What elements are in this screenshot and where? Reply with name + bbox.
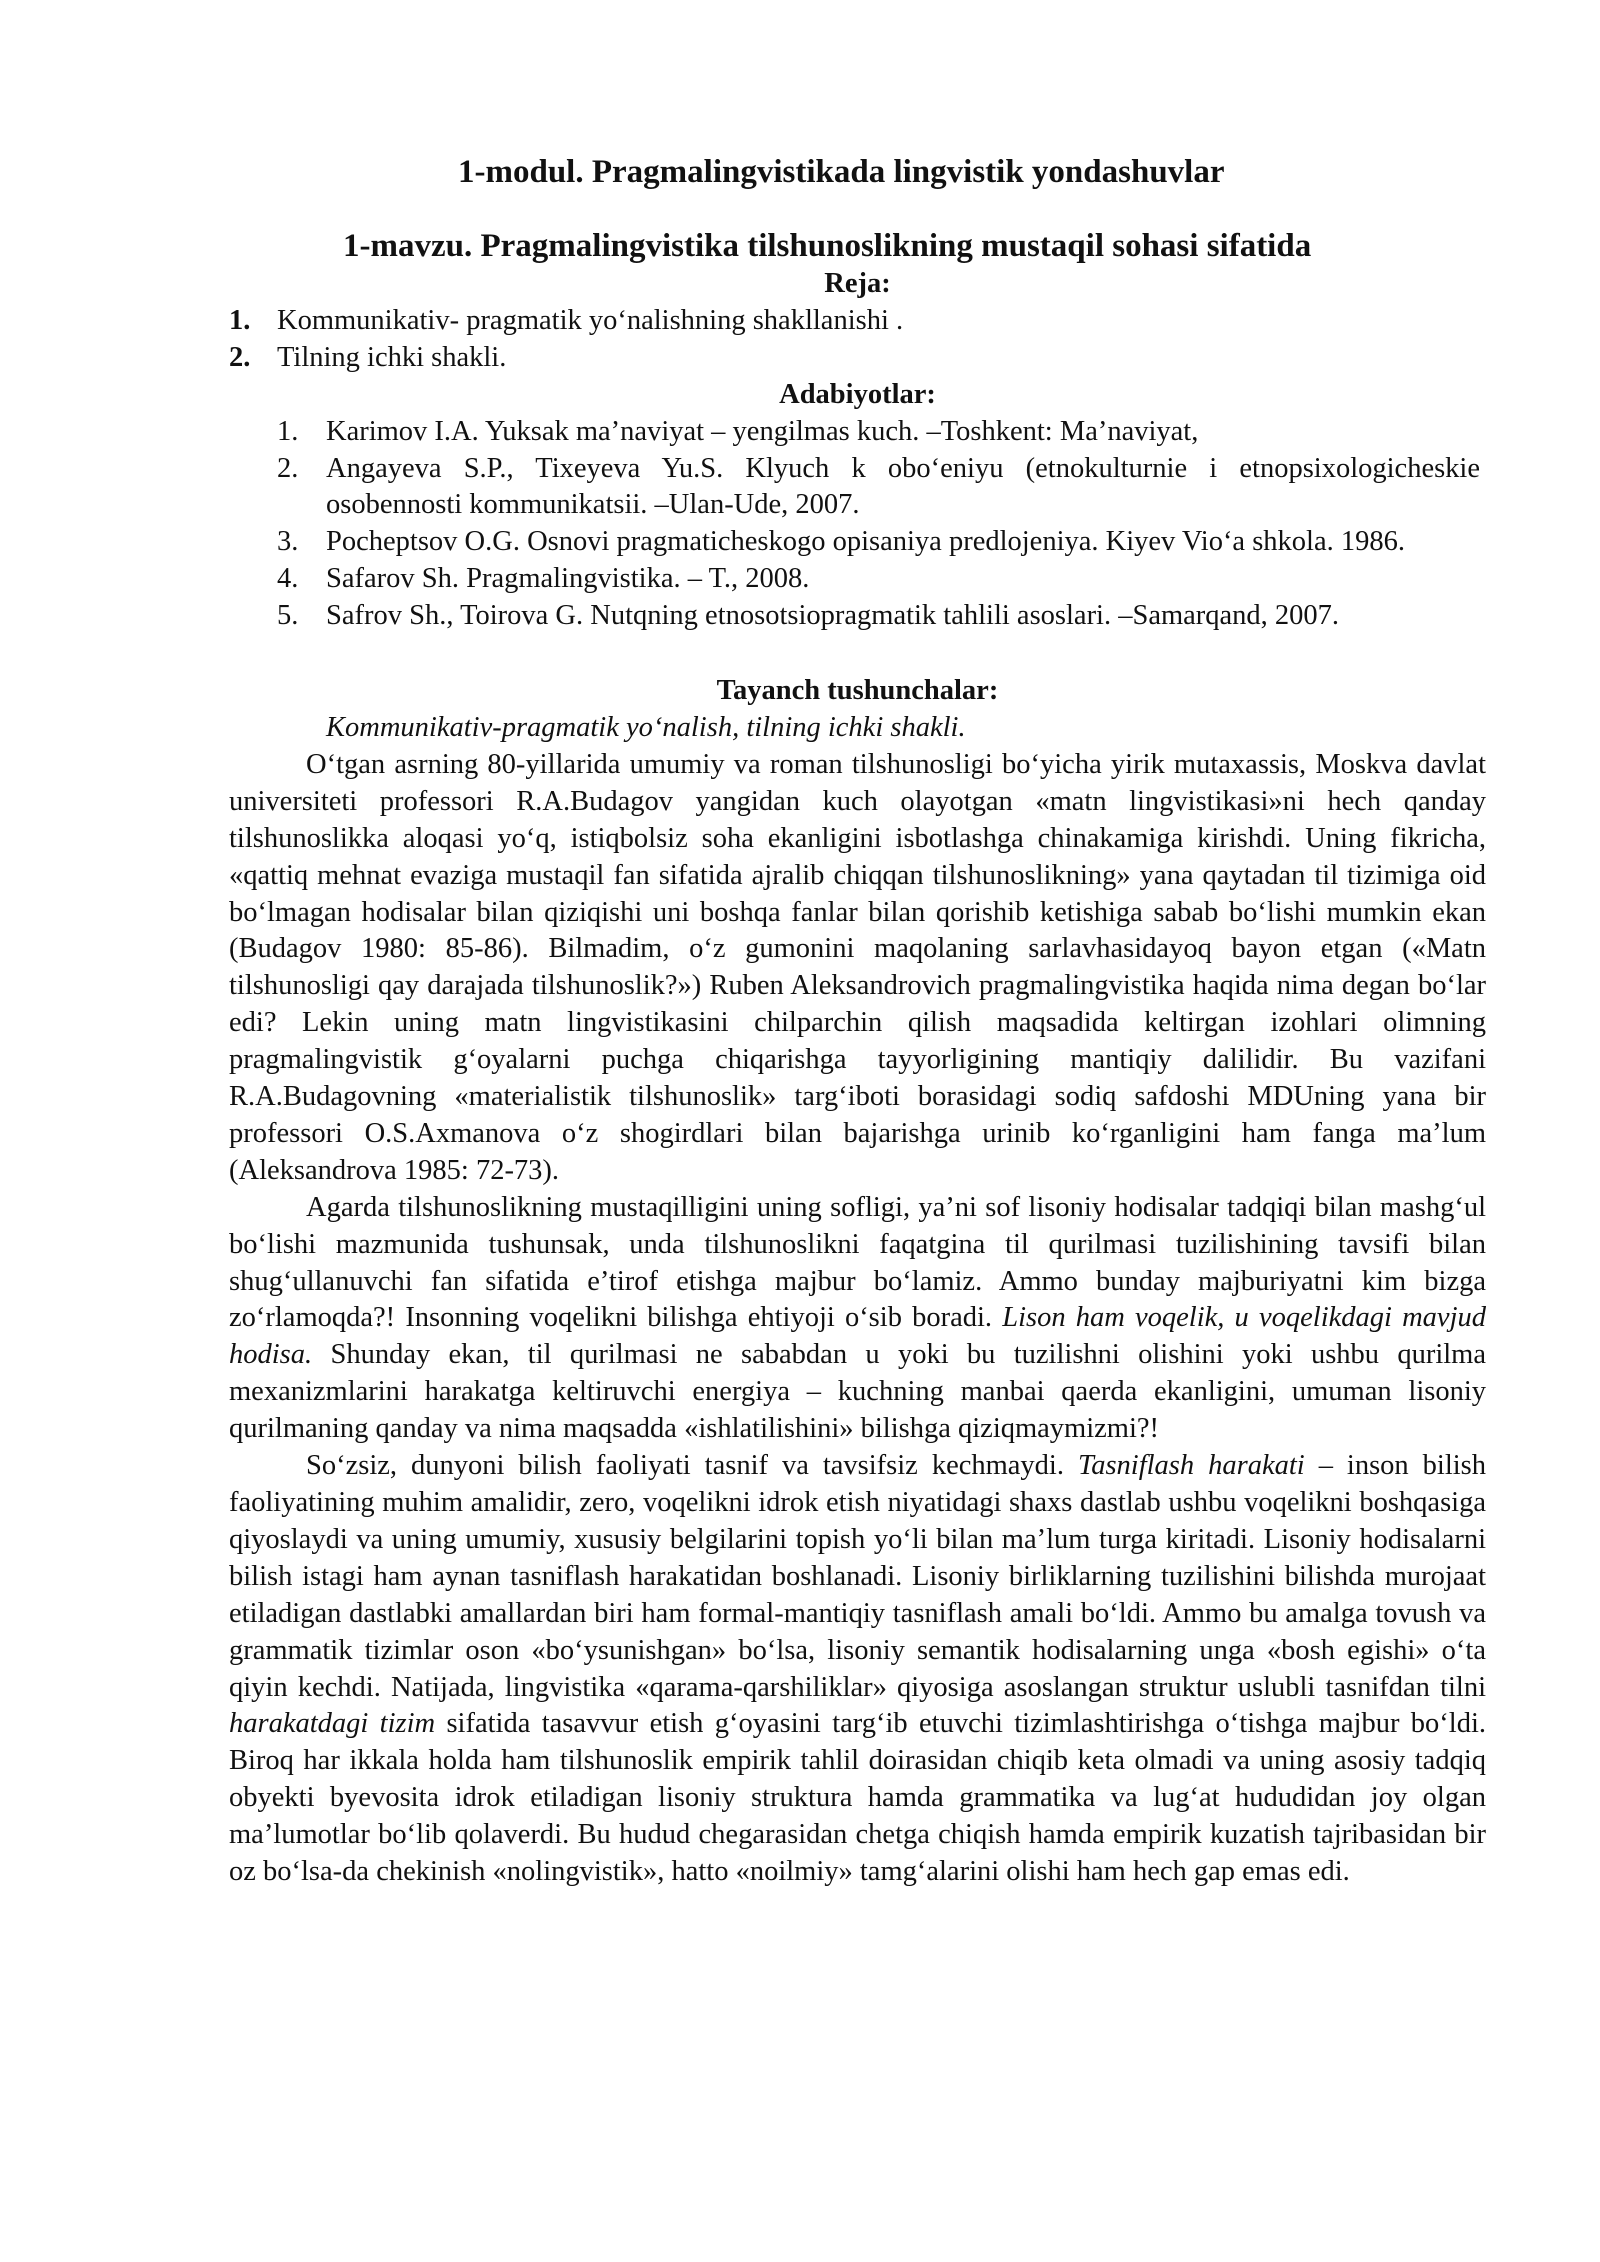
- module-title: 1-modul. Pragmalingvistikada lingvistik yondashuvlar: [458, 154, 1225, 190]
- paragraph-text: Agarda tilshunoslikning mustaqilligini uning sofligi, ya’ni sof lisoniy hodisalar tadqiqi bilan mashg‘ul bo‘lishi mazmunida tushunsak, unda tilshunoslikni faqatgina til qurilmasi tuzilishining tavsifi bilan shug‘ullanuvchi fan sifatida e’tirof etishga majbur bo‘lamiz. Ammo bunday majburiyatni kim bizga zo‘rlamoqda?! Insonning voqelikni bilishga ehtiyoji o‘sib boradi.: [229, 1191, 1486, 1334]
- paragraph-3: [229, 1448, 1486, 1891]
- list-number: 2.: [229, 341, 251, 373]
- paragraph-text: sifatida tasavvur etish g‘oyasini targ‘ib etuvchi tizimlashtirishga o‘tishga majbur bo‘ldi. Biroq har ikkala holda ham tilshunoslik empirik tahlil doirasidan chiqib keta olmadi va uning asosiy tadqiq obyekti byevosita idrok etiladigan lisoniy struktura hamda grammatika va lug‘at hududidan joy olgan ma’lumotlar bo‘lib qolaverdi. Bu hudud chegarasidan chetga chiqish hamda empirik kuzatish tajribasidan bir oz bo‘lsa-da chekinish «nolingvistik», hatto «noilmiy» tamg‘alarini olishi ham hech gap emas edi.: [229, 1708, 1486, 1888]
- key-concepts-text: Kommunikativ-pragmatik yo‘nalish, tilning ichki shakli.: [326, 711, 966, 743]
- list-item: [229, 524, 1486, 561]
- list-text: Karimov I.A. Yuksak ma’naviyat – yengilmas kuch. –Toshkent: Ma’naviyat,: [326, 415, 1199, 447]
- list-text: Kommunikativ- pragmatik yo‘nalishning shakllanishi .: [277, 304, 904, 336]
- key-concepts-heading: Tayanch tushunchalar:: [716, 675, 999, 707]
- list-number: 2.: [277, 452, 299, 484]
- topic-title: 1-mavzu. Pragmalingvistika tilshunoslikning mustaqil sohasi sifatida: [343, 228, 1312, 264]
- document-page: [229, 152, 1486, 1891]
- list-item: [229, 451, 1486, 525]
- list-item: [229, 561, 1486, 598]
- emphasis-text: harakatdagi tizim: [229, 1708, 436, 1740]
- paragraph-text: Shunday ekan, til qurilmasi ne sababdan u yoki bu tuzilishni olishini yoki ushbu qurilma mexanizmlarini harakatga keltiruvchi energiya – kuchning manbai qaerda ekanligini, umuman lisoniy qurilmaning qanday va nima maqsadda «ishlatilishini» bilishga qiziqmaymizmi?!: [229, 1339, 1487, 1445]
- list-text: Safrov Sh., Toirova G. Nutqning etnosotsiopragmatik tahlili asoslari. –Samarqand, 2007.: [326, 600, 1340, 632]
- list-number: 1.: [229, 304, 251, 336]
- emphasis-text: Tasniflash harakati: [1077, 1450, 1305, 1482]
- list-text: Angayeva S.P., Tixeyeva Yu.S. Klyuch k obo‘eniyu (etnokulturnie i etnopsixologicheskie osobennosti kommunikatsii. –Ulan-Ude, 2007.: [326, 452, 1480, 521]
- list-number: 5.: [277, 600, 299, 632]
- list-item: [229, 414, 1486, 451]
- paragraph-1: O‘tgan asrning 80-yillarida umumiy va roman tilshunosligi bo‘yicha yirik mutaxassis, Moskva davlat universiteti professori R.A.Budagov yangidan kuch olayotgan «matn lingvistikasi»ni hech qanday tilshunoslikka aloqasi yo‘q, istiqbolsiz soha ekanligini isbotlashga chinakamiga kirishdi. Uning fikricha, «qattiq mehnat evaziga mustaqil fan sifatida ajralib chiqqan tilshunoslikning» yana qaytadan til tizimiga oid bo‘lmagan hodisalar bilan qiziqishi uni boshqa fanlar bilan qorishib ketishiga sabab bo‘lishi mumkin ekan (Budagov 1980: 85-86). Bilmadim, o‘z gumonini maqolaning sarlavhasidayoq bayon etgan («Matn tilshunosligi qay darajada tilshunoslik?») Ruben Aleksandrovich pragmalingvistika haqida nima degan bo‘lar edi? Lekin uning matn lingvistikasini chilparchin qilish maqsadida keltirgan izohlari olimning pragmalingvistik g‘oyalarni puchga chiqarishga tayyorligining mantiqiy dalilidir. Bu vazifani R.A.Budagovning «materialistik tilshunoslik» targ‘iboti borasidagi sodiq safdoshi MDUning yana bir professori O.S.Axmanova o‘z shogirdlari bilan bajarishga urinib ko‘rganligini ham fanga ma’lum (Aleksandrova 1985: 72-73).: [229, 748, 1486, 1186]
- list-text: Tilning ichki shakli.: [277, 341, 507, 373]
- emphasis-text: Lison ham voqelik, u voqelikdagi mavjud hodisa.: [229, 1302, 1486, 1371]
- list-number: 1.: [277, 415, 299, 447]
- paragraph-text: – inson bilish faoliyatining muhim amalidir, zero, voqelikni idrok etish niyatidagi shaxs dastlab ushbu voqelikni boshqasiga qiyoslaydi va uning umumiy, xususiy belgilarini topish yo‘li bilan ma’lum turga kiritadi. Lisoniy hodisalarni bilish istagi ham aynan tasniflash harakatidan boshlanadi. Lisoniy birliklarning tuzilishini bilishda murojaat etiladigan dastlabki amallardan biri ham formal-mantiqiy tasniflash amali bo‘ldi. Ammo bu amalga tovush va grammatik tizimlar oson «bo‘ysunishgan» bo‘lsa, lisoniy semantik hodisalarning unga «bosh egishi» o‘ta qiyin kechdi. Natijada, lingvistika «qarama-qarshiliklar» qiyosiga asoslangan struktur uslubli tasnifdan tilni: [229, 1450, 1487, 1703]
- list-number: 4.: [277, 563, 299, 595]
- literature-list: [229, 414, 1486, 635]
- list-text: Safarov Sh. Pragmalingvistika. – T., 2008.: [326, 563, 810, 595]
- list-item: [229, 303, 1486, 340]
- spacer: [229, 635, 1486, 673]
- list-number: 3.: [277, 526, 299, 558]
- paragraph-text: So‘zsiz, dunyoni bilish faoliyati tasnif va tavsifsiz kechmaydi.: [306, 1450, 1064, 1482]
- list-item: [229, 598, 1486, 635]
- plan-heading: Reja:: [824, 268, 891, 299]
- list-item: [229, 340, 1486, 377]
- list-text: Pocheptsov O.G. Osnovi pragmaticheskogo opisaniya predlojeniya. Kiyev Vio‘a shkola. 1986.: [326, 526, 1405, 558]
- literature-heading: Adabiyotlar:: [779, 378, 936, 410]
- plan-list: [229, 303, 1486, 377]
- paragraph-2: [229, 1190, 1486, 1448]
